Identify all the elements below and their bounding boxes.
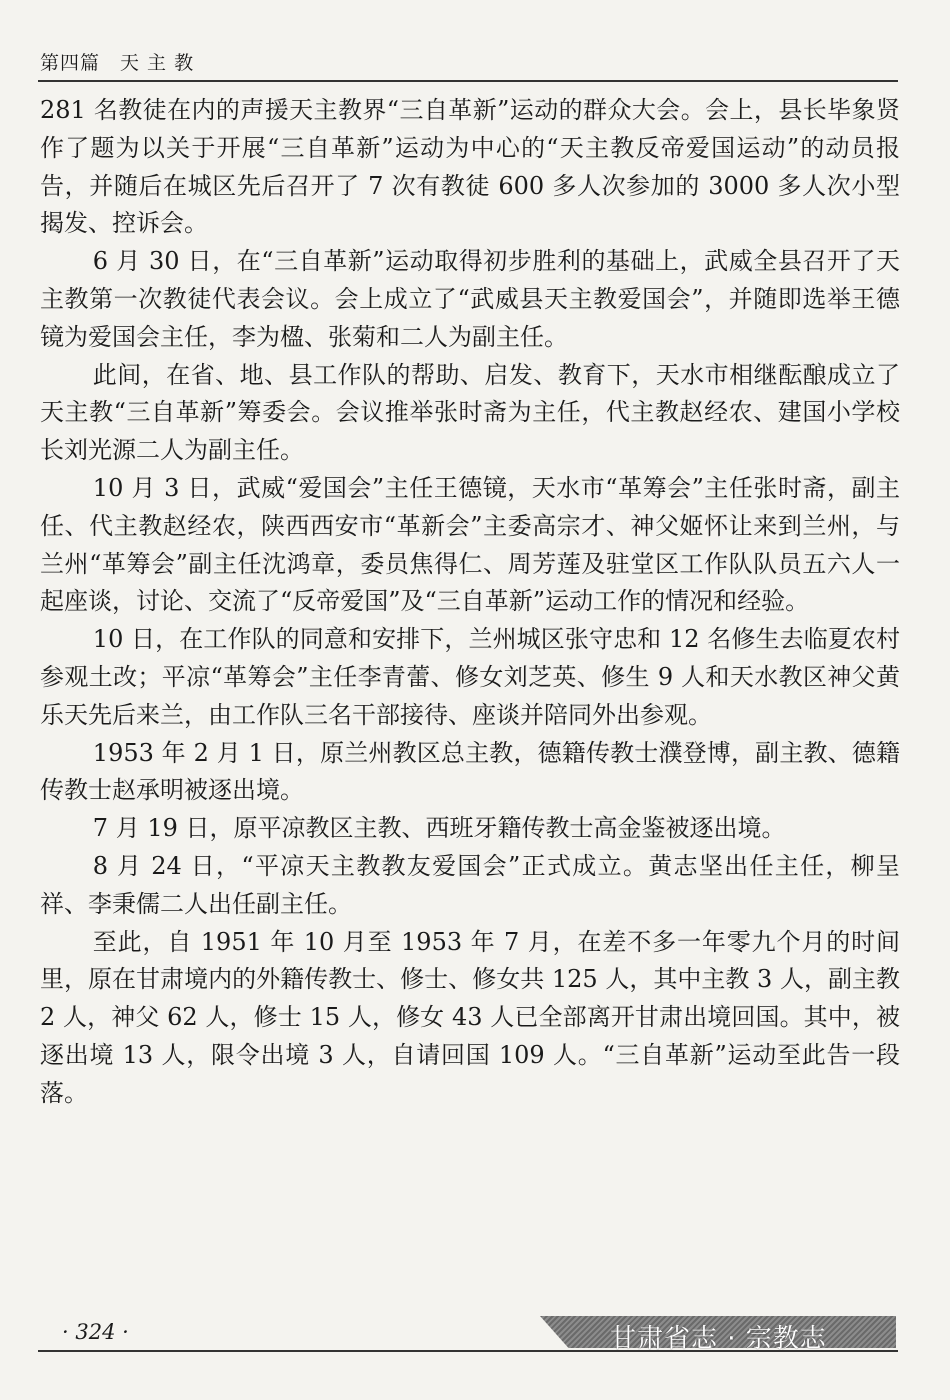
- header-divider: [38, 80, 898, 82]
- paragraph: 10 日，在工作队的同意和安排下，兰州城区张守忠和 12 名修生去临夏农村参观土改；平凉“革筹会”主任李青蕾、修女刘芝英、修生 9 人和天水教区神父黄乐天先后来兰，由工作队三名干部接待、座谈并陪同外出参观。: [40, 625, 900, 729]
- running-header: 第四篇 天 主 教: [40, 52, 195, 74]
- page-number: · 324 ·: [62, 1320, 129, 1344]
- body-text: [40, 92, 900, 1113]
- paragraph: 7 月 19 日，原平凉教区主教、西班牙籍传教士高金鉴被逐出境。: [92, 814, 786, 843]
- paragraph: 至此，自 1951 年 10 月至 1953 年 7 月，在差不多一年零九个月的时间里，原在甘肃境内的外籍传教士、修士、修女共 125 人，其中主教 3 人，副主教 2 人，神父 62 人，修士 15 人，修女 43 人已全部离开甘肃出境回国。其中，被逐出境 13 人，限令出境 3 人，自请回国 109 人。“三自革新”运动至此告一段落。: [40, 927, 900, 1107]
- paragraph: 10 月 3 日，武威“爱国会”主任王德镜，天水市“革筹会”主任张时斋，副主任、代主教赵经农，陕西西安市“革新会”主委高宗才、神父姬怀让来到兰州，与兰州“革筹会”副主任沈鸿章，委员焦得仁、周芳莲及驻堂区工作队队员五六人一起座谈，讨论、交流了“反帝爱国”及“三自革新”运动工作的情况和经验。: [40, 473, 900, 616]
- paragraph: 1953 年 2 月 1 日，原兰州教区总主教，德籍传教士濮登博，副主教、德籍传教士赵承明被逐出境。: [40, 738, 900, 805]
- paragraph: 此间，在省、地、县工作队的帮助、启发、教育下，天水市相继酝酿成立了天主教“三自革新”筹委会。会议推举张时斋为主任，代主教赵经农、建国小学校长刘光源二人为副主任。: [40, 360, 900, 465]
- paragraph: 6 月 30 日，在“三自革新”运动取得初步胜利的基础上，武威全县召开了天主教第一次教徒代表会议。会上成立了“武威县天主教爱国会”，并随即选举王德镜为爱国会主任，李为楹、张菊和二人为副主任。: [40, 247, 900, 351]
- paragraph: 281 名教徒在内的声援天主教界“三自革新”运动的群众大会。会上，县长毕象贤作了题为以关于开展“三自革新”运动为中心的“天主教反帝爱国运动”的动员报告，并随后在城区先后召开了 7 次有教徒 600 多人次参加的 3000 多人次小型揭发、控诉会。: [40, 96, 900, 238]
- footer-divider: [38, 1350, 898, 1352]
- book-title: 甘肃省志 · 宗教志: [610, 1324, 827, 1354]
- paragraph: 8 月 24 日，“平凉天主教教友爱国会”正式成立。黄志坚出任主任，柳呈祥、李秉儒二人出任副主任。: [40, 851, 900, 918]
